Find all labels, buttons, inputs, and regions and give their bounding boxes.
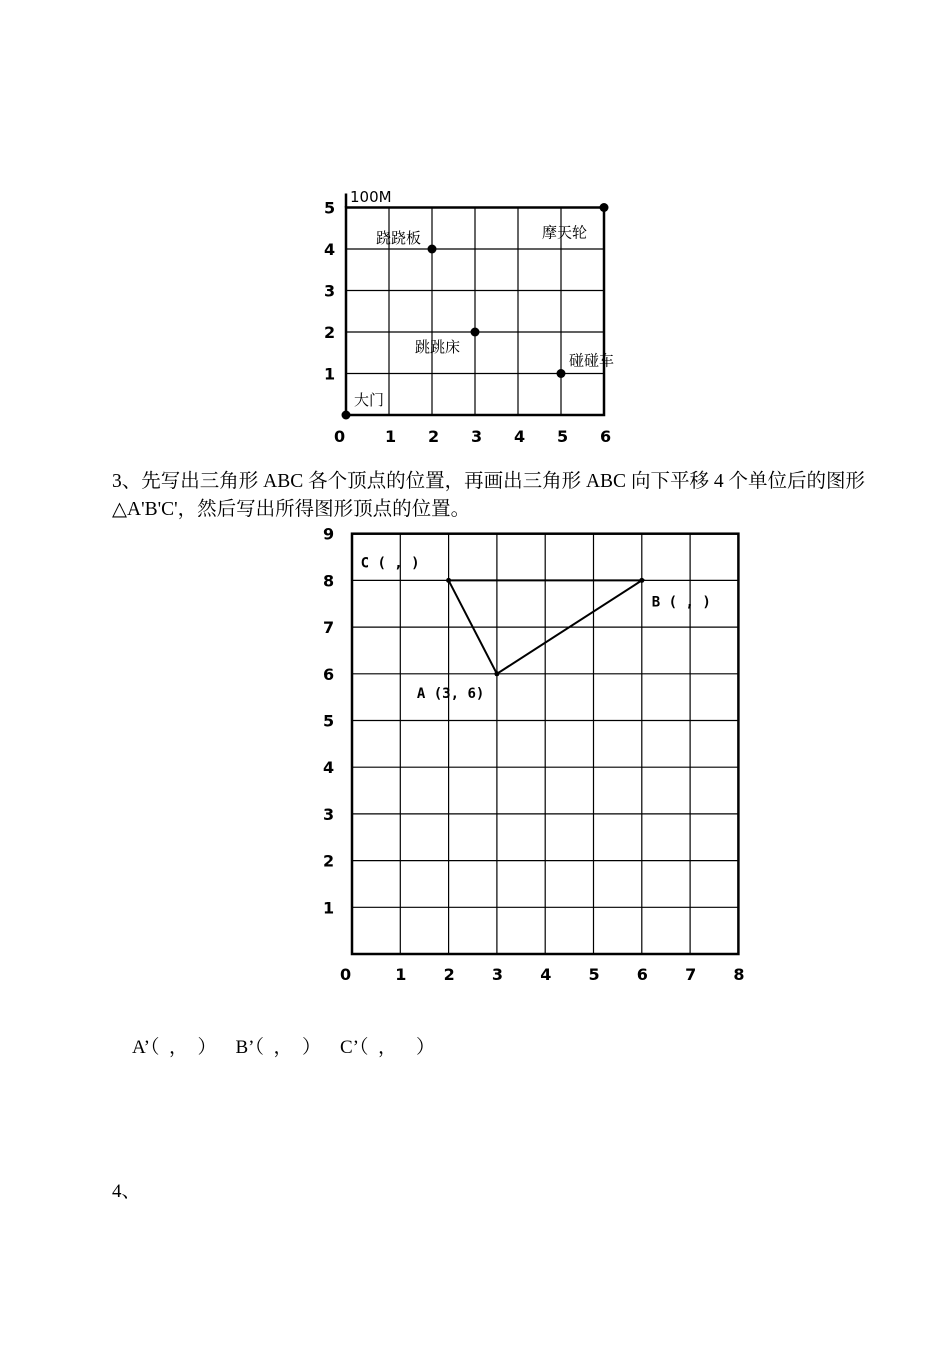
question-3-text: 3、先写出三角形 ABC 各个顶点的位置，再画出三角形 ABC 向下平移 4 个单位后的图形△A'B'C'，然后写出所得图形顶点的位置。: [112, 471, 865, 520]
x-tick-label: 2: [428, 427, 440, 446]
x-tick-label: 5: [588, 965, 600, 984]
vertex-label: C ( , ): [360, 555, 420, 572]
triangle-grid-figure: [320, 522, 760, 992]
x-tick-label: 1: [385, 427, 397, 446]
y-tick-label: 8: [323, 571, 335, 591]
x-tick-label: 8: [733, 965, 745, 984]
y-tick-label: 1: [324, 364, 336, 384]
x-tick-label: 2: [443, 965, 455, 984]
y-tick-label: 5: [324, 198, 336, 218]
place-label: 跳跳床: [415, 338, 461, 356]
y-tick-label: 4: [324, 240, 336, 259]
b-prime-blank[interactable]: B’（ ， ）: [235, 1037, 321, 1058]
answer-blanks: [132, 1032, 435, 1059]
y-tick-label: 3: [323, 804, 335, 824]
vertex-point: [639, 578, 644, 583]
place-point: [428, 245, 437, 254]
vertex-label: B ( , ): [651, 594, 711, 611]
x-tick-label: 6: [636, 965, 648, 984]
place-point: [471, 328, 480, 337]
y-tick-label: 4: [323, 758, 335, 778]
x-tick-label: 0: [334, 427, 346, 446]
a-prime-blank[interactable]: A’（ ， ）: [132, 1037, 217, 1058]
place-point: [600, 203, 609, 212]
vertex-label: A (3, 6): [416, 685, 485, 702]
y-tick-label: 2: [324, 323, 336, 342]
unit-label: 100M: [350, 188, 392, 206]
question-4-text: 4、: [112, 1181, 141, 1202]
place-point: [557, 369, 566, 378]
x-tick-label: 7: [685, 965, 697, 984]
x-tick-label: 4: [514, 427, 526, 446]
x-tick-label: 1: [395, 965, 407, 984]
y-tick-label: 1: [323, 898, 335, 918]
park-map-figure: [310, 185, 630, 450]
y-tick-label: 7: [323, 618, 335, 638]
y-tick-label: 9: [323, 524, 335, 544]
place-label: 摩天轮: [542, 223, 588, 242]
place-point: [342, 411, 351, 420]
y-tick-label: 6: [323, 664, 335, 684]
x-tick-label: 4: [540, 965, 552, 984]
place-label: 大门: [354, 391, 385, 409]
x-tick-label: 6: [600, 427, 612, 446]
place-label: 跷跷板: [376, 229, 422, 247]
vertex-point: [494, 671, 499, 676]
x-tick-label: 3: [491, 965, 504, 984]
y-tick-label: 5: [323, 711, 335, 731]
place-label: 碰碰车: [569, 351, 615, 370]
y-tick-label: 3: [324, 281, 336, 301]
x-tick-label: 0: [340, 965, 352, 984]
park-map-grid: [310, 185, 630, 450]
triangle-grid: [320, 522, 760, 992]
x-tick-label: 3: [471, 427, 483, 446]
c-prime-blank[interactable]: C’（ ， ）: [339, 1037, 435, 1058]
y-tick-label: 2: [323, 851, 335, 871]
vertex-point: [446, 578, 451, 583]
x-tick-label: 5: [557, 427, 569, 446]
